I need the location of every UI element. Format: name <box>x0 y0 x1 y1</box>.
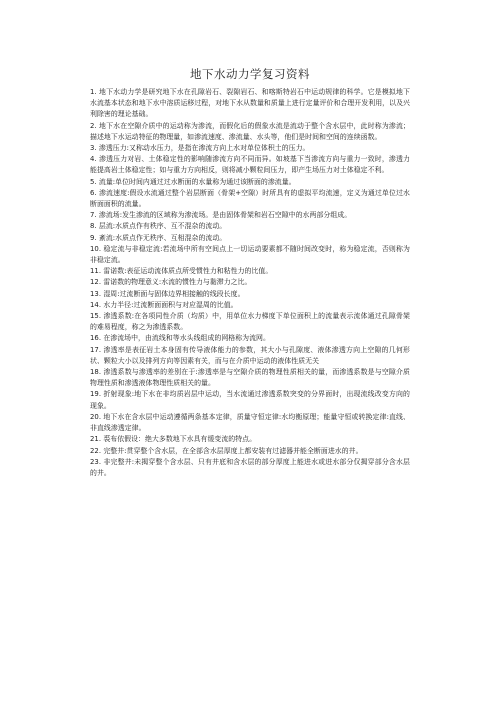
list-item: 20. 地下水在含水层中运动遵循两条基本定律，质量守恒定律:水均衡原理；能量守恒或转换定律:直线、非直线渗透定律。 <box>90 412 410 433</box>
list-item: 4. 渗透压力对岩、土体稳定性的影响随渗流方向不同而异。如坡基下当渗流方向与重力一致时，渗透力能提高岩土体稳定性；如与重力方向相反，则将减小颗粒间压力，即产生场压力对土体稳定不利。 <box>90 155 410 175</box>
list-item: 16. 在渗流场中，由流线和等水头线组成的网格称为流网。 <box>90 334 270 343</box>
list-item: 15. 渗透系数:在各项同性介质（均质）中，用单位水力梯度下单位面积上的流量表示流体通过孔隙骨架的难易程度，称之为渗透系数。 <box>90 312 410 332</box>
item-list <box>90 87 410 479</box>
list-item: 3. 渗透压力:又称动水压力，是指在渗流方向上水对单位体积土的压力。 <box>90 144 310 153</box>
list-item: 7. 渗流场:发生渗流的区域称为渗流场。是由固体骨架和岩石空隙中的水两部分组成。 <box>90 211 352 220</box>
list-item: 11. 雷诺数:表征运动流体质点所受惯性力和粘性力的比值。 <box>90 267 273 276</box>
list-item: 17. 渗透率是表征岩土本身固有传导液体能力的参数，其大小与孔隙度、液体渗透方向上空隙的几何形状、颗粒大小以及排列方向等因素有关，而与在介质中运动的液体性质无关 <box>90 345 410 365</box>
document-title: 地下水动力学复习资料 <box>190 67 310 81</box>
list-item: 21. 裘布依假设：绝大多数地下水具有缓变流的特点。 <box>90 435 257 444</box>
list-item: 22. 完整井:贯穿整个含水层，在全部含水层厚度上都安装有过滤器并能全断面进水的井。 <box>90 446 363 455</box>
list-item: 19. 折射现象:地下水在非均质岩层中运动，当水流通过渗透系数突变的分界面时，出现流线改变方向的现象。 <box>90 390 410 410</box>
list-item: 23. 非完整井:未揭穿整个含水层、只有井底和含水层的部分厚度上能进水或进水部分仅揭穿部分含水层的井。 <box>90 457 410 477</box>
list-item: 12. 雷诺数的物理意义:水流的惯性力与黏滞力之比。 <box>90 278 252 287</box>
list-item: 6. 渗流速度:假设水流通过整个岩层断面（骨架+空隙）时所具有的虚拟平均流速，定义为通过单位过水断面面积的流量。 <box>90 188 410 209</box>
list-item: 8. 层流:水质点作有秩序、互不混杂的流动。 <box>90 222 227 231</box>
list-item: 14. 水力半径:过流断面面积与对应湿周的比值。 <box>90 300 238 309</box>
list-item: 9. 紊流:水质点作无秩序、互相混杂的流动。 <box>90 233 227 242</box>
list-item: 18. 渗透系数与渗透率的差别在于:渗透率是与空隙介质的物理性质相关的量，而渗透系数是与空隙介质物理性质和渗透液体物理性质相关的量。 <box>90 368 410 388</box>
list-item: 1. 地下水动力学是研究地下水在孔隙岩石、裂隙岩石、和喀斯特岩石中运动规律的科学。它是模拟地下水流基本状态和地下水中溶质运移过程，对地下水从数量和质量上进行定量评价和合理开发利用，以及兴利除害的理论基础。 <box>90 88 410 119</box>
list-item: 5. 流量:单位时间内通过过水断面的水量称为通过该断面的渗流量。 <box>90 177 296 186</box>
list-item: 2. 地下水在空隙介质中的运动称为渗流，而假化后的假象水流是流动于整个含水层中，此时称为渗流；描述地下水运动特征的物理量，如渗流速度、渗流量、水头等，他们是时间和空间的连续函数。 <box>90 121 410 141</box>
list-item: 10. 稳定流与非稳定流:若流场中所有空间点上一切运动要素都不随时间改变时，称为稳定流，否则称为非稳定流。 <box>90 244 410 265</box>
list-item: 13. 湿周:过流断面与固体边界相接触的线段长度。 <box>90 289 245 298</box>
